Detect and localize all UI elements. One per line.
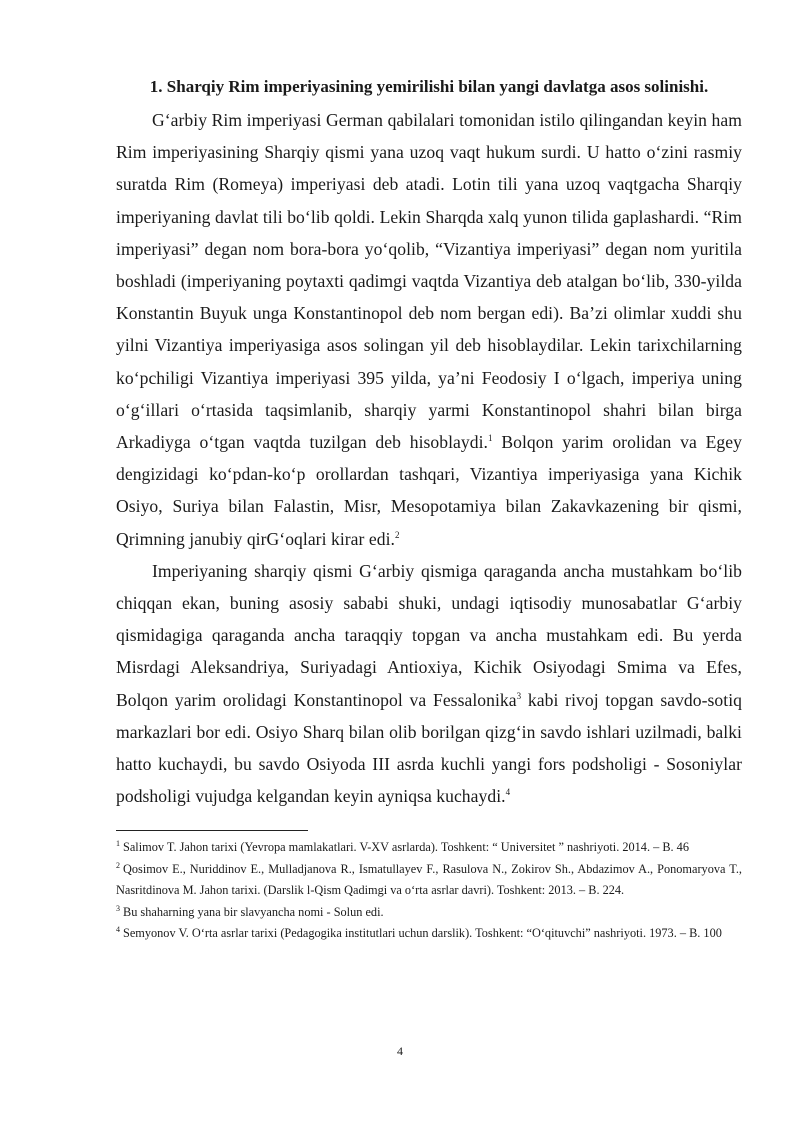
footnote: [116, 923, 742, 944]
footnote-text: Semyonov V. O‘rta asrlar tarixi (Pedagogika institutlari uchun darslik). Toshkent: “O‘qituvchi” nashriyoti. 1973. – B. 100: [123, 926, 722, 941]
body-paragraph: [116, 555, 742, 813]
footnote: [116, 902, 742, 923]
body-paragraph: [116, 104, 742, 555]
footnote-number: 1: [116, 839, 120, 849]
section-heading: 1. Sharqiy Rim imperiyasining yemirilishi bilan yangi davlatga asos solinishi.: [149, 77, 709, 96]
paragraph-text: Imperiyaning sharqiy qismi G‘arbiy qismiga qaraganda ancha mustahkam bo‘lib chiqqan ekan, buning asosiy sababi shuki, undagi iqtisodiy munosabatlar G‘arbiy qismidagiga qaraganda ancha taraqqiy topgan va ancha mustahkam edi. Bu yerda Misrdagi Aleksandriya, Suriyadagi Antioxiya, Kichik Osiyodagi Smima va Efes, Bolqon yarim orolidagi Konstantinopol va Fessalonika: [116, 560, 742, 710]
paragraph-text: Bolqon yarim orolidan va Egey dengizidagi ko‘pdan-ko‘p orollardan tashqari, Vizantiya imperiyasiga yana Kichik Osiyo, Suriya bilan Falastin, Misr, Mesopotamiya bilan Zakavkazening bir qismi, Qrimning janubiy qirG‘oqlari kirar edi.: [116, 432, 742, 549]
footnote-text: Qosimov E., Nuriddinov E., Mulladjanova R., Ismatullayev F., Rasulova N., Zokirov Sh., Abdazimov A., Ponomaryova T., Nasritdinova M. Jahon tarixi. (Darslik l-Qism Qadimgi va o‘rta asrlar davri). Toshkent: 2013. – B. 224.: [116, 861, 742, 898]
page-number: 4: [397, 1044, 403, 1058]
footnote: [116, 859, 742, 902]
document-page: [116, 74, 742, 945]
footnote-number: 3: [116, 903, 120, 913]
footnote-text: Salimov T. Jahon tarixi (Yevropa mamlakatlari. V-XV asrlarda). Toshkent: “ Universitet ” nashriyoti. 2014. – B. 46: [123, 840, 689, 855]
footnote-marker[interactable]: 2: [394, 529, 400, 540]
footnote-number: 4: [116, 925, 120, 934]
footnote-marker[interactable]: 4: [505, 787, 511, 798]
footnote-text: Bu shaharning yana bir slavyancha nomi - Solun edi.: [123, 904, 384, 919]
paragraph-text: G‘arbiy Rim imperiyasi German qabilalari tomonidan istilo qilingandan keyin ham Rim imperiyasining Sharqiy qismi yana uzoq vaqt hukum surdi. U hatto o‘zini rasmiy suratda Rim (Romeya) imperiyasi deb atadi. Lotin tili yana uzoq vaqtgacha Sharqiy imperiyaning davlat tili bo‘lib qoldi. Lekin Sharqda xalq yunon tilida gaplashardi. “Rim imperiyasi” degan nom bora-bora yo‘qolib, “Vizantiya imperiyasi” degan nom yuritila boshladi (imperiyaning poytaxti qadimgi vaqtda Vizantiya deb atalgan bo‘lib, 330-yilda Konstantin Buyuk unga Konstantinopol deb nom bergan edi). Ba’zi olimlar xuddi shu yilni Vizantiya imperiyasiga asos solingan yil deb hisoblaydilar. Lekin tarixchilarning ko‘pchiligi Vizantiya imperiyasi 395 yilda, ya’ni Feodosiy I o‘lgach, imperiya uning o‘g‘illari o‘rtasida taqsimlanib, sharqiy yarmi Konstantinopol shahri bilan birga Arkadiyga o‘tgan vaqtda tuzilgan deb hisoblaydi.: [116, 110, 742, 453]
footnote-marker[interactable]: 1: [487, 433, 493, 444]
footnote-separator: [116, 830, 308, 831]
paragraph-text: kabi rivoj topgan savdo-sotiq markazlari bor edi. Osiyo Sharq bilan olib borilgan qizg‘in savdo ishlari uzilmadi, balki hatto kuchaydi, bu savdo Osiyoda III asrda kuchli yangi fors podsholigi - Sosoniylar podsholigi vujudga kelgandan keyin ayniqsa kuchaydi.: [116, 689, 742, 807]
footnote-number: 2: [116, 860, 120, 870]
footnote-marker[interactable]: 3: [516, 690, 522, 701]
footnote: [116, 837, 742, 858]
